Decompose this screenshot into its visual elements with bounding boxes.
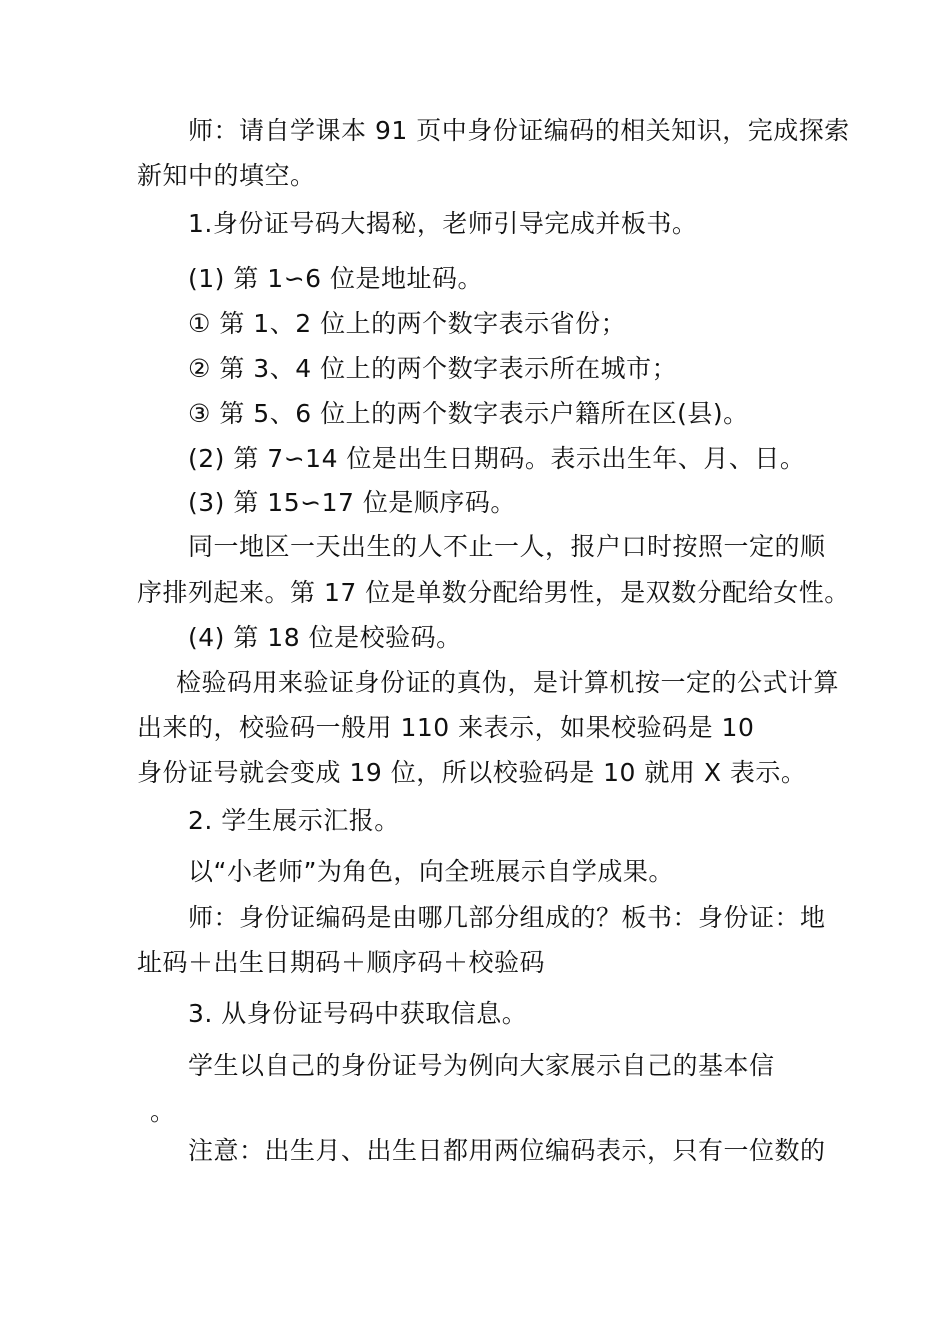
paragraph-line-1: 师：请自学课本 91 页中身份证编码的相关知识，完成探索 <box>188 116 850 145</box>
section-heading-3: 3. 从身份证号码中获取信息。 <box>188 999 528 1028</box>
paragraph-line-12: 。 <box>150 1097 176 1126</box>
paragraph-line-4: 序排列起来。第 17 位是单数分配给男性，是双数分配给女性。 <box>137 578 850 607</box>
sub-item-1: ① 第 1、2 位上的两个数字表示省份； <box>188 309 627 338</box>
section-heading-2: 2. 学生展示汇报。 <box>188 806 400 835</box>
sub-item-3: ③ 第 5、6 位上的两个数字表示户籍所在区(县)。 <box>188 399 749 428</box>
list-item-2: (2) 第 7∽14 位是出生日期码。表示出生年、月、日。 <box>188 444 806 473</box>
paragraph-line-8: 以“小老师”为角色，向全班展示自学成果。 <box>188 857 674 886</box>
paragraph-line-2: 新知中的填空。 <box>137 161 316 190</box>
paragraph-line-11: 学生以自己的身份证号为例向大家展示自己的基本信 <box>188 1051 775 1080</box>
section-heading-1: 1.身份证号码大揭秘，老师引导完成并板书。 <box>188 209 698 238</box>
paragraph-line-13: 注意：出生月、出生日都用两位编码表示，只有一位数的 <box>188 1136 826 1165</box>
list-item-1: (1) 第 1∽6 位是地址码。 <box>188 264 484 293</box>
paragraph-line-6: 出来的，校验码一般用 110 来表示，如果校验码是 10 <box>137 713 755 742</box>
paragraph-line-5: 检验码用来验证身份证的真伪，是计算机按一定的公式计算 <box>176 668 840 697</box>
paragraph-line-7: 身份证号就会变成 19 位，所以校验码是 10 就用 X 表示。 <box>137 758 807 787</box>
list-item-3: (3) 第 15∽17 位是顺序码。 <box>188 488 516 517</box>
sub-item-2: ② 第 3、4 位上的两个数字表示所在城市； <box>188 354 678 383</box>
paragraph-line-10: 址码＋出生日期码＋顺序码＋校验码 <box>137 948 546 977</box>
list-item-4: (4) 第 18 位是校验码。 <box>188 623 462 652</box>
paragraph-line-3: 同一地区一天出生的人不止一人，报户口时按照一定的顺 <box>188 532 826 561</box>
paragraph-line-9: 师：身份证编码是由哪几部分组成的？板书：身份证：地 <box>188 903 826 932</box>
